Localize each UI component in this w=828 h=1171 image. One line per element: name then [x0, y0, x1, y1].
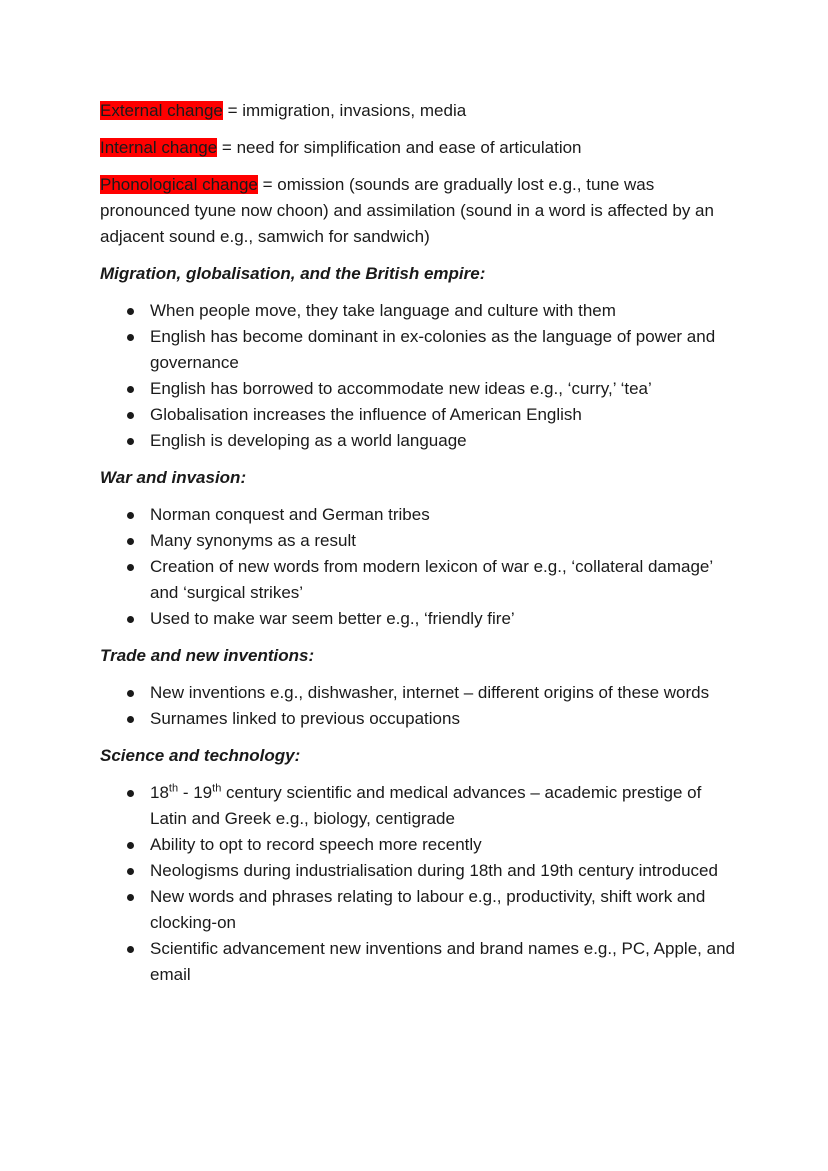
list-item [100, 606, 740, 632]
century-number: 18 [150, 783, 169, 802]
bullet-icon [127, 386, 134, 393]
ordinal-suffix: th [168, 782, 179, 795]
list-item [100, 402, 740, 428]
highlight-term: External change [100, 101, 223, 120]
bullet-list-war [100, 502, 740, 632]
section-heading-migration: Migration, globalisation, and the British empire: [100, 264, 486, 283]
bullet-icon [127, 564, 134, 571]
bullet-icon [127, 690, 134, 697]
list-item [100, 428, 740, 454]
list-item [100, 680, 740, 706]
list-item-text: New words and phrases relating to labour e.g., productivity, shift work and clocking-on [150, 887, 706, 932]
century-item-text: century scientific and medical advances – academic prestige of Latin and Greek e.g., biology, centigrade [150, 783, 702, 828]
list-item [100, 376, 740, 402]
bullet-icon [127, 412, 134, 419]
list-item-text: When people move, they take language and culture with them [150, 301, 616, 320]
list-item-text: Neologisms during industrialisation during 18th and 19th century introduced [150, 861, 718, 880]
list-item-text [150, 783, 701, 828]
bullet-icon [127, 538, 134, 545]
list-item-text: Ability to opt to record speech more recently [150, 835, 482, 854]
list-item [100, 884, 740, 936]
list-item-text: New inventions e.g., dishwasher, internet – different origins of these words [150, 683, 710, 702]
document-page [100, 98, 740, 999]
bullet-icon [127, 616, 134, 623]
list-item-text: Scientific advancement new inventions and brand names e.g., PC, Apple, and email [150, 939, 735, 984]
definition-phonological [100, 172, 740, 250]
highlight-term: Phonological change [100, 175, 258, 194]
bullet-icon [127, 334, 134, 341]
section-heading-war: War and invasion: [100, 468, 247, 487]
ordinal-suffix: th [212, 782, 222, 795]
definition-text: = omission (sounds are gradually lost e.g., tune was pronounced tyune now choon) and assimilation (sound in a word is affected by an adjacent sound e.g., samwich for sandwich) [100, 175, 714, 246]
bullet-icon [127, 308, 134, 315]
bullet-icon [127, 868, 134, 875]
definition-internal [100, 135, 740, 161]
bullet-list-migration [100, 298, 740, 454]
section-heading-science: Science and technology: [100, 746, 301, 765]
bullet-list-science [100, 780, 740, 988]
bullet-icon [127, 512, 134, 519]
list-item [100, 324, 740, 376]
list-item-text: Many synonyms as a result [150, 531, 356, 550]
bullet-icon [127, 946, 134, 953]
list-item [100, 832, 740, 858]
list-item-text: Norman conquest and German tribes [150, 505, 430, 524]
section-heading-trade: Trade and new inventions: [100, 646, 315, 665]
bullet-icon [127, 790, 134, 797]
list-item-text: Used to make war seem better e.g., ‘friendly fire’ [150, 609, 515, 628]
list-item-text: Globalisation increases the influence of American English [150, 405, 582, 424]
list-item [100, 554, 740, 606]
list-item [100, 528, 740, 554]
bullet-icon [127, 716, 134, 723]
range-separator: - [178, 783, 194, 802]
bullet-icon [127, 842, 134, 849]
list-item [100, 858, 740, 884]
bullet-icon [127, 438, 134, 445]
list-item [100, 298, 740, 324]
list-item-text: English is developing as a world language [150, 431, 467, 450]
list-item [100, 706, 740, 732]
definition-text: = immigration, invasions, media [222, 101, 467, 120]
list-item [100, 502, 740, 528]
highlight-term: Internal change [100, 138, 218, 157]
list-item [100, 780, 740, 832]
century-number: 19 [193, 783, 213, 802]
list-item-text: English has become dominant in ex-colonies as the language of power and governance [150, 327, 716, 372]
list-item-text: English has borrowed to accommodate new ideas e.g., ‘curry,’ ‘tea’ [150, 379, 652, 398]
list-item-text: Surnames linked to previous occupations [150, 709, 460, 728]
bullet-list-trade [100, 680, 740, 732]
bullet-icon [127, 894, 134, 901]
list-item [100, 936, 740, 988]
definition-text: = need for simplification and ease of articulation [217, 138, 582, 157]
list-item-text: Creation of new words from modern lexicon of war e.g., ‘collateral damage’ and ‘surgical strikes’ [150, 557, 713, 602]
definition-external [100, 98, 740, 124]
